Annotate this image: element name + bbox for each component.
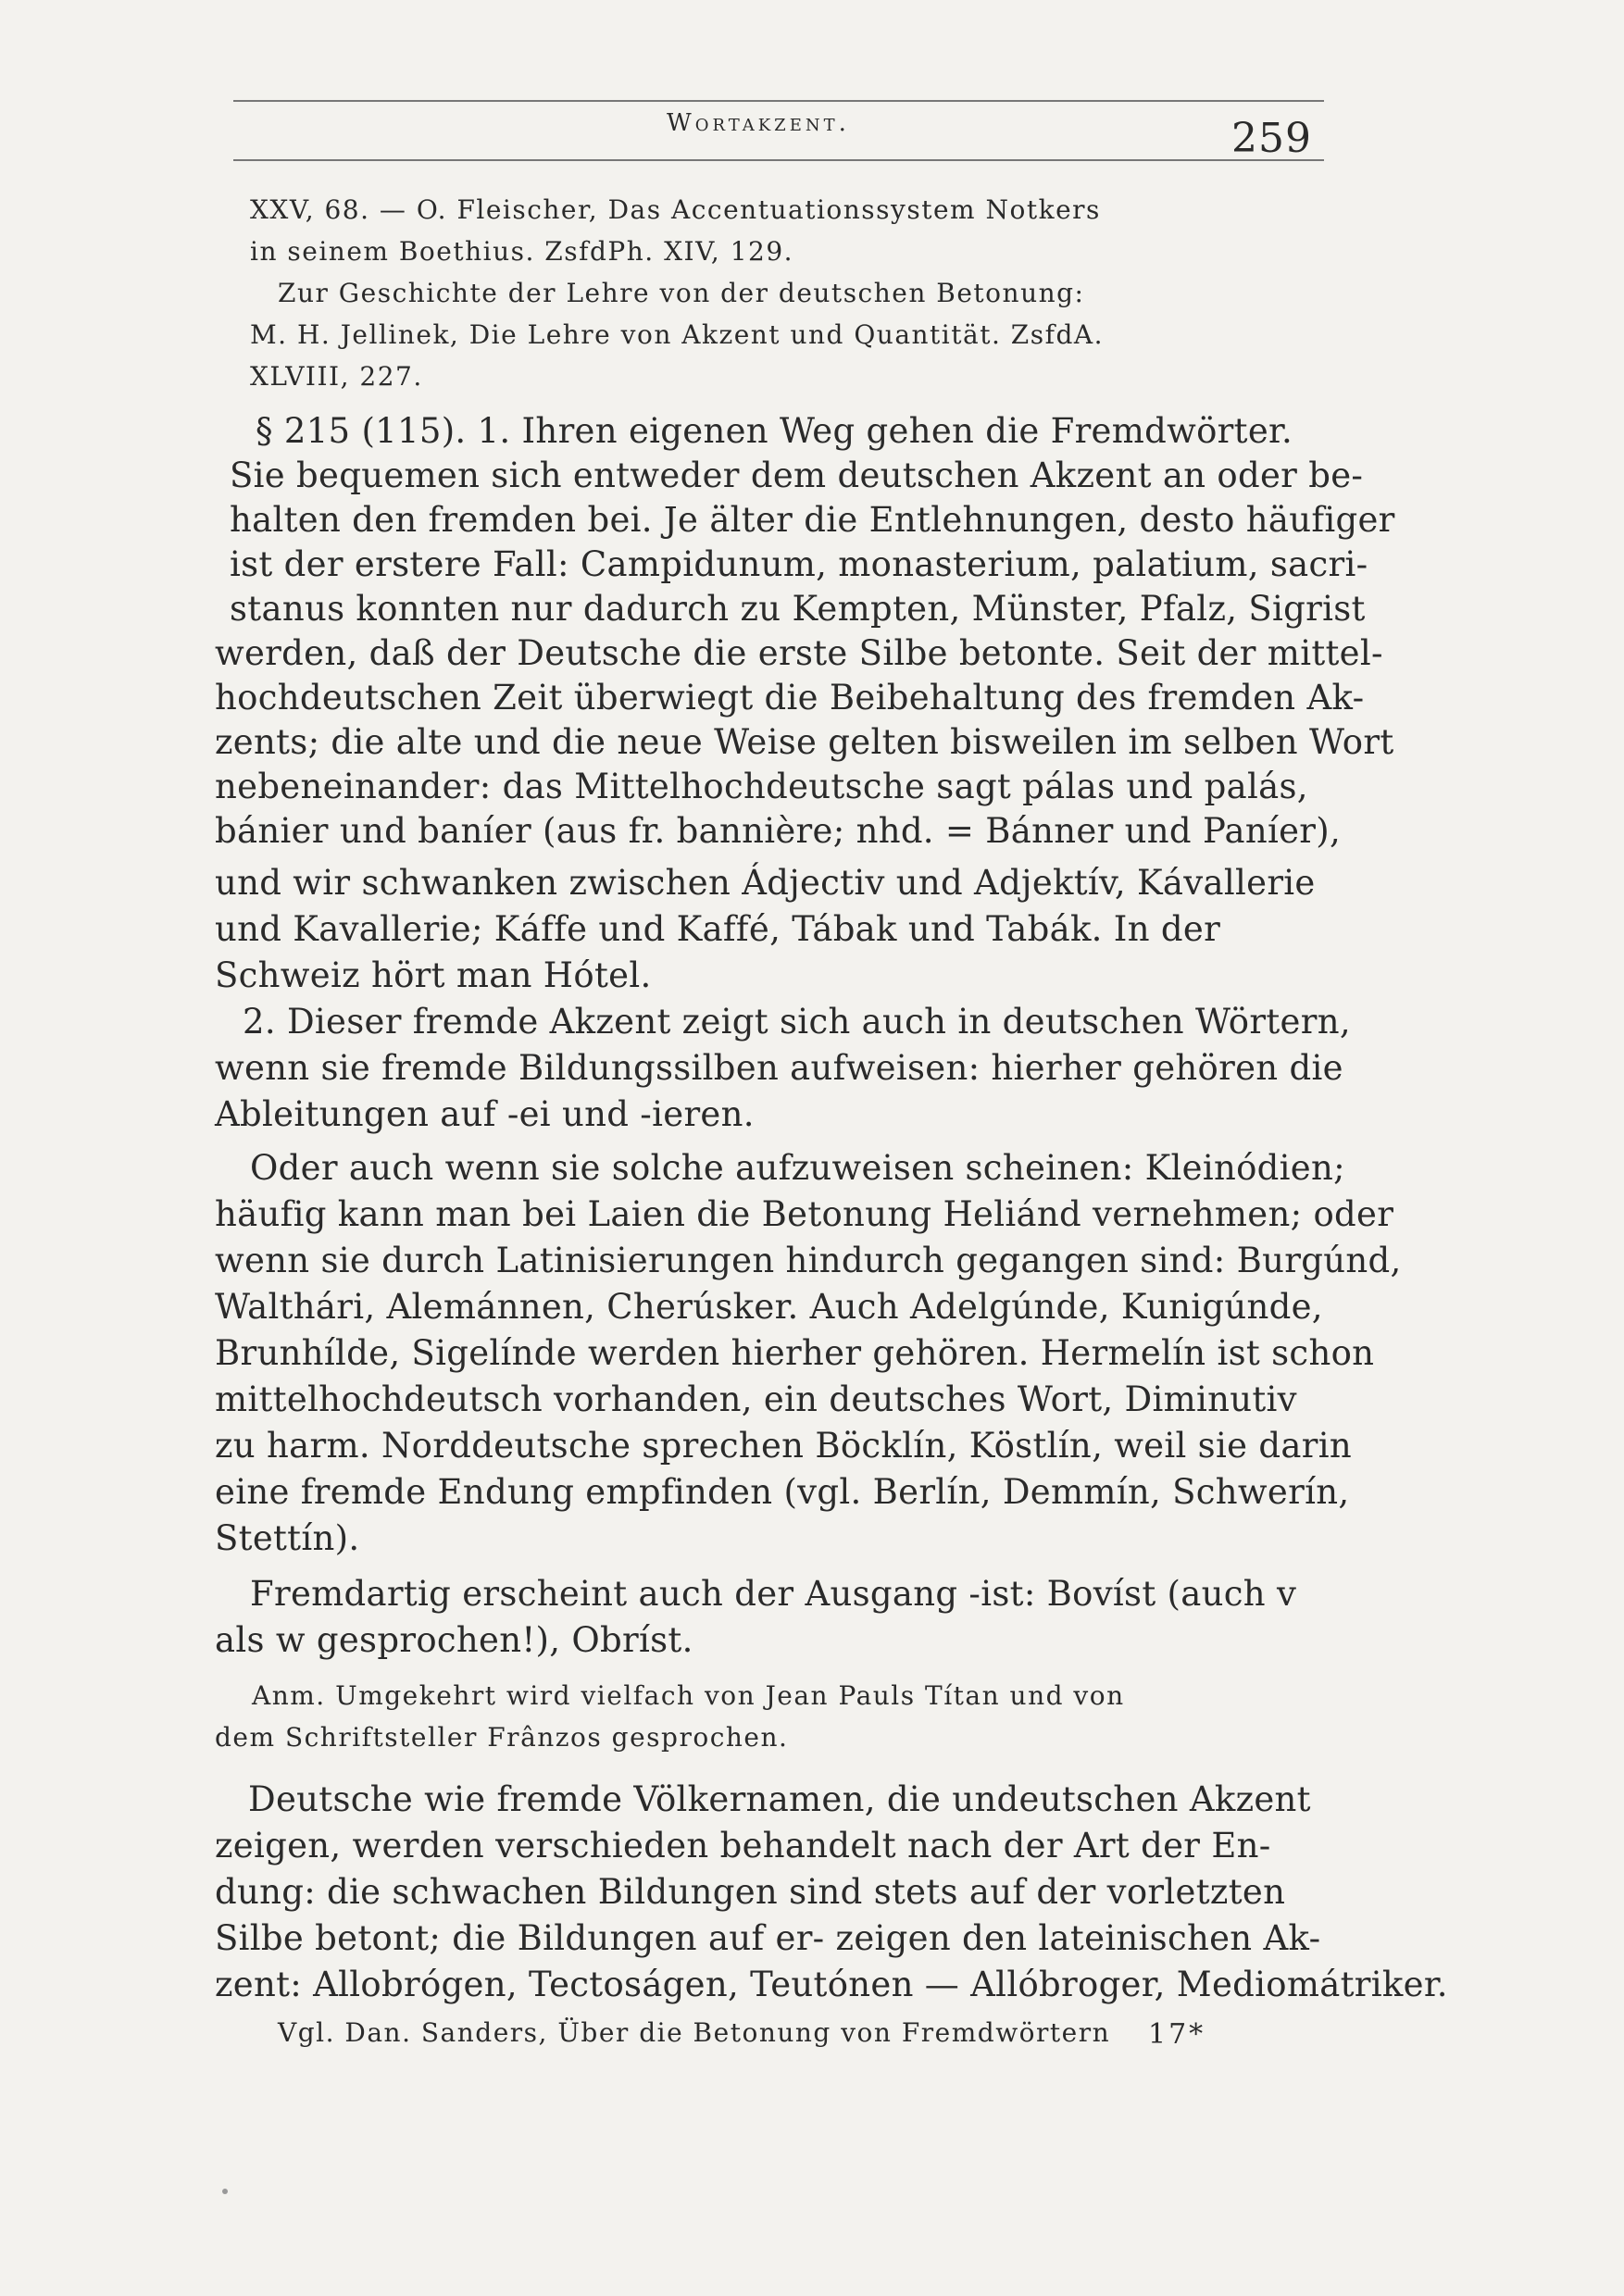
section-line: § 215 (115). 1. Ihren eigenen Weg gehen die Fremdwörter. (256, 411, 1293, 451)
speck (222, 2189, 228, 2194)
signature-mark: 17* (1148, 2018, 1206, 2051)
header-rule-top (233, 100, 1324, 102)
section-line: Ableitungen auf -ei und -ieren. (215, 1094, 755, 1134)
section-line: und Kavallerie; Káffe und Kaffé, Tábak und Tabák. In der (215, 909, 1221, 949)
paragraph-line: Stettín). (215, 1518, 360, 1558)
paragraph-line: wenn sie durch Latinisierungen hindurch gegangen sind: Burgúnd, (215, 1241, 1402, 1280)
section-line: bánier und baníer (aus fr. bannière; nhd. = Bánner und Paníer), (215, 811, 1342, 851)
paragraph-line: zu harm. Norddeutsche sprechen Böcklín, Köstlín, weil sie darin (215, 1426, 1352, 1466)
section-line: Schweiz hört man Hótel. (215, 955, 652, 995)
paragraph-line: mittelhochdeutsch vorhanden, ein deutsches Wort, Diminutiv (215, 1379, 1297, 1419)
section-line: 2. Dieser fremde Akzent zeigt sich auch in deutschen Wörtern, (243, 1002, 1351, 1042)
section-line: zents; die alte und die neue Weise gelten bisweilen im selben Wort (215, 722, 1394, 762)
running-head: Wortakzent. (667, 109, 850, 137)
paragraph-line: dung: die schwachen Bildungen sind stets auf der vorletzten (215, 1872, 1286, 1912)
biblio-line: M. H. Jellinek, Die Lehre von Akzent und Quantität. ZsfdA. (250, 319, 1104, 350)
section-line: halten den fremden bei. Je älter die Entlehnungen, desto häufiger (230, 500, 1395, 540)
section-line: stanus konnten nur dadurch zu Kempten, Münster, Pfalz, Sigrist (230, 589, 1366, 629)
biblio-line: Zur Geschichte der Lehre von der deutschen Betonung: (278, 278, 1085, 308)
section-line: nebeneinander: das Mittelhochdeutsche sagt pálas und palás, (215, 767, 1308, 806)
paragraph-line: Fremdartig erscheint auch der Ausgang -ist: Bovíst (auch v (250, 1574, 1297, 1614)
paragraph-line: Deutsche wie fremde Völkernamen, die undeutschen Akzent (248, 1779, 1311, 1819)
biblio-line: XXV, 68. — O. Fleischer, Das Accentuationssystem Notkers (250, 194, 1101, 225)
paragraph-line: zeigen, werden verschieden behandelt nach der Art der En- (215, 1826, 1271, 1866)
paragraph-line: als w gesprochen!), Obríst. (215, 1620, 693, 1660)
paragraph-line: Oder auch wenn sie solche aufzuweisen scheinen: Kleinódien; (250, 1148, 1345, 1188)
paragraph-line: zent: Allobrógen, Tectoságen, Teutónen — Allóbroger, Mediomátriker. (215, 1965, 1448, 2004)
section-line: hochdeutschen Zeit überwiegt die Beibehaltung des fremden Ak- (215, 678, 1365, 718)
paragraph-line: häufig kann man bei Laien die Betonung Heliánd vernehmen; oder (215, 1194, 1394, 1234)
biblio-line: XLVIII, 227. (250, 361, 423, 392)
annotation-line: Anm. Umgekehrt wird vielfach von Jean Pauls Títan und von (252, 1680, 1125, 1711)
paragraph-line: Silbe betont; die Bildungen auf er- zeigen den lateinischen Ak- (215, 1918, 1321, 1958)
biblio-line: in seinem Boethius. ZsfdPh. XIV, 129. (250, 236, 794, 267)
section-line: werden, daß der Deutsche die erste Silbe betonte. Seit der mittel- (215, 633, 1383, 673)
section-line: und wir schwanken zwischen Ádjectiv und Adjektív, Kávallerie (215, 863, 1316, 903)
header-rule-bottom (233, 159, 1324, 161)
paragraph-line: eine fremde Endung empfinden (vgl. Berlín, Demmín, Schwerín, (215, 1472, 1350, 1512)
paragraph-line: Walthári, Alemánnen, Cherúsker. Auch Adelgúnde, Kunigúnde, (215, 1287, 1323, 1327)
paragraph-line: Brunhílde, Sigelínde werden hierher gehören. Hermelín ist schon (215, 1333, 1375, 1373)
page-number: 259 (1231, 115, 1312, 162)
biblio-line-bottom: Vgl. Dan. Sanders, Über die Betonung von Fremdwörtern (278, 2017, 1111, 2048)
section-line: wenn sie fremde Bildungssilben aufweisen: hierher gehören die (215, 1048, 1343, 1088)
section-line: Sie bequemen sich entweder dem deutschen Akzent an oder be- (230, 455, 1364, 495)
section-line: ist der erstere Fall: Campidunum, monasterium, palatium, sacri- (230, 544, 1368, 584)
annotation-line: dem Schriftsteller Frânzos gesprochen. (215, 1722, 789, 1753)
